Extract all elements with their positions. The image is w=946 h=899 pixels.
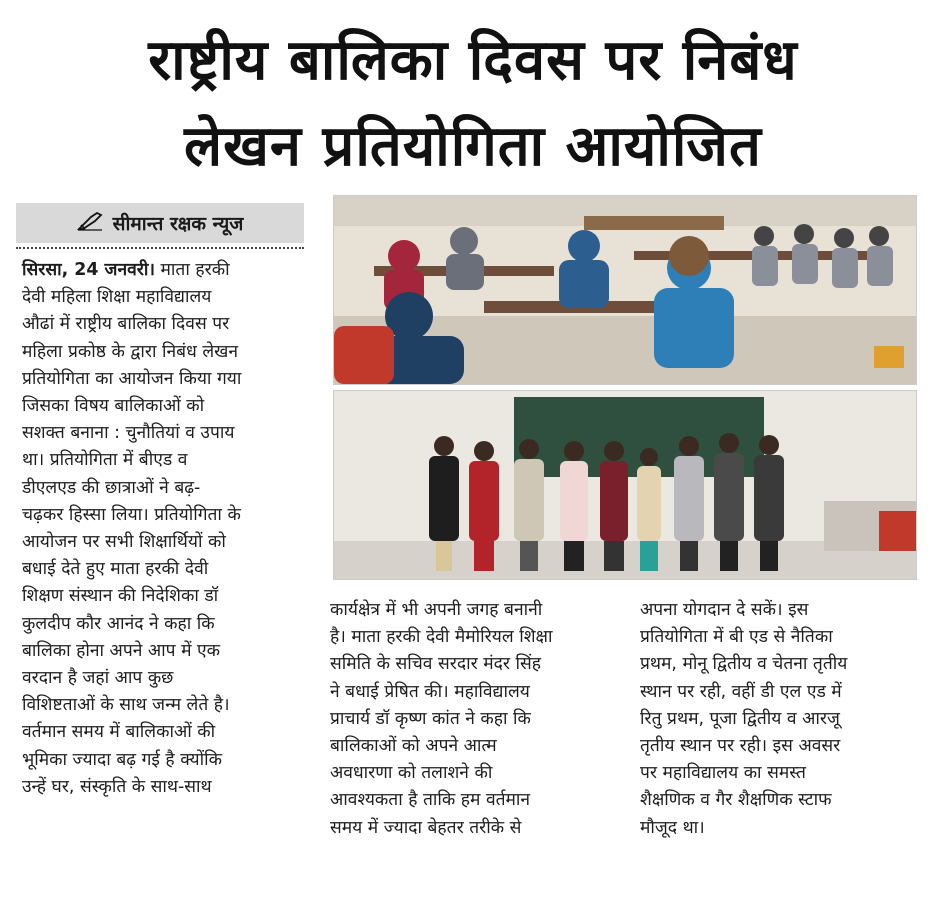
photo-exam-hall <box>333 195 917 385</box>
article-line: महिला प्रकोष्ठ के द्वारा निबंध लेखन <box>22 341 238 362</box>
article-line: प्रतियोगिता में बी एड से नैतिका <box>640 627 833 648</box>
article-line: कुलदीप कौर आनंद ने कहा कि <box>22 613 215 634</box>
article-line: सशक्त बनाना : चुनौतियां व उपाय <box>22 423 235 444</box>
article-line: रितु प्रथम, पूजा द्वितीय व आरजू <box>640 708 840 729</box>
article-line: बालिकाओं को अपने आत्म <box>330 736 497 757</box>
article-line: उन्हें घर, संस्कृति के साथ-साथ <box>22 776 212 797</box>
headline-line-1: राष्ट्रीय बालिका दिवस पर निबंध <box>148 28 798 93</box>
dateline: सिरसा, 24 जनवरी। <box>22 260 155 280</box>
article-line: औढां में राष्ट्रीय बालिका दिवस पर <box>22 314 230 335</box>
article-line: प्रथम, मोनू द्वितीय व चेतना तृतीय <box>640 654 848 675</box>
article-line: था। प्रतियोगिता में बीएड व <box>22 450 188 471</box>
article-line: समिति के सचिव सरदार मंदर सिंह <box>330 654 542 675</box>
byline <box>16 203 304 243</box>
article-line: मौजूद था। <box>640 817 705 838</box>
article-line: शैक्षणिक व गैर शैक्षणिक स्टाफ <box>640 790 832 811</box>
article-line: स्थान पर रही, वहीं डी एल एड में <box>640 681 842 702</box>
article-line: अपना योगदान दे सकें। इस <box>640 600 809 620</box>
article-line: बधाई देते हुए माता हरकी देवी <box>22 559 209 580</box>
article-line: कार्यक्षेत्र में भी अपनी जगह बनानी <box>330 600 543 620</box>
article-line: है। माता हरकी देवी मैमोरियल शिक्षा <box>330 627 553 648</box>
article-line: अवधारणा को तलाशने की <box>330 763 493 784</box>
article-line: डीएलएड की छात्राओं ने बढ़- <box>22 477 201 498</box>
article-column-3 <box>640 597 930 842</box>
article-line: वरदान है जहां आप कुछ <box>22 668 174 689</box>
article-line: शिक्षण संस्थान की निदेशिका डॉ <box>22 586 219 607</box>
article-line: वर्तमान समय में बालिकाओं की <box>22 722 216 743</box>
article-line: पर महाविद्यालय का समस्त <box>640 763 806 784</box>
article-line: आवश्यकता है ताकि हम वर्तमान <box>330 790 531 811</box>
article-line: तृतीय स्थान पर रही। इस अवसर <box>640 736 841 757</box>
byline-text: सीमान्त रक्षक न्यूज <box>112 213 244 235</box>
article-line: समय में ज्यादा बेहतर तरीके से <box>330 817 522 838</box>
article-line: भूमिका ज्यादा बढ़ गई है क्योंकि <box>22 749 222 770</box>
byline-divider <box>16 247 304 249</box>
article-line: बालिका होना अपने आप में एक <box>22 640 220 661</box>
article-column-2 <box>330 597 620 842</box>
article-line: आयोजन पर सभी शिक्षार्थियों को <box>22 532 226 553</box>
article-line: प्रतियोगिता का आयोजन किया गया <box>22 368 242 389</box>
article-line: जिसका विषय बालिकाओं को <box>22 396 205 417</box>
article-line: विशिष्टताओं के साथ जन्म लेते है। <box>22 695 230 716</box>
article-line: प्राचार्य डॉ कृष्ण कांत ने कहा कि <box>330 708 531 729</box>
article-column-1 <box>22 257 306 801</box>
article-line: चढ़कर हिस्सा लिया। प्रतियोगिता के <box>22 504 241 525</box>
article-line: सिरसा, 24 जनवरी। माता हरकी <box>22 260 230 280</box>
article-line: ने बधाई प्रेषित की। महाविद्यालय <box>330 681 530 702</box>
photo-group <box>333 390 917 580</box>
headline-line-2: लेखन प्रतियोगिता आयोजित <box>184 114 762 179</box>
article-line: देवी महिला शिक्षा महाविद्यालय <box>22 287 212 308</box>
pen-nib-icon <box>77 211 103 236</box>
